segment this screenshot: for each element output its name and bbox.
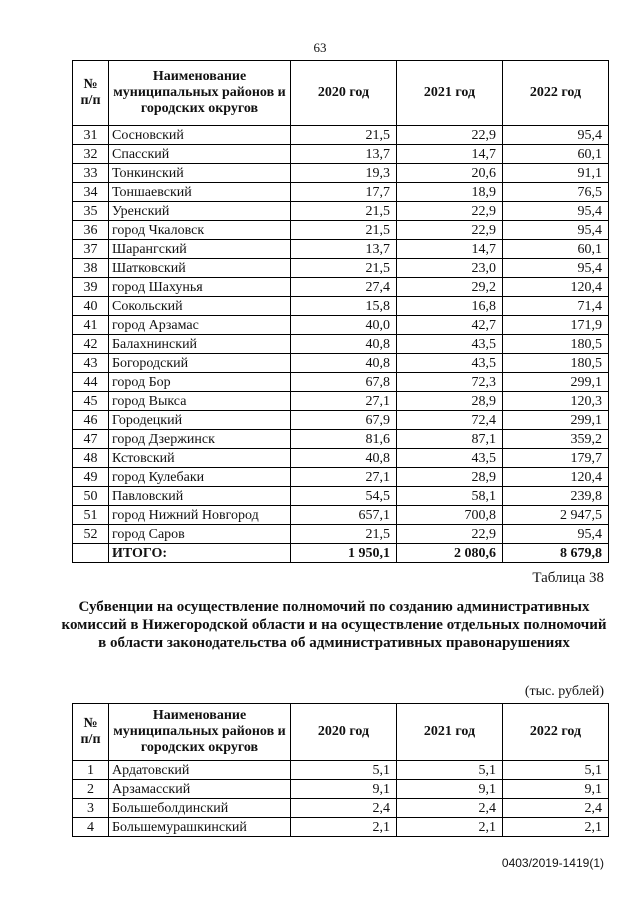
units-label: (тыс. рублей) [524,684,604,699]
value-2022: 9,1 [503,780,609,799]
value-2020: 17,7 [291,183,397,202]
value-2022: 95,4 [503,221,609,240]
municipality-name: Спасский [109,145,291,164]
row-number: 2 [73,780,109,799]
value-2020: 27,4 [291,278,397,297]
municipality-name: Тоншаевский [109,183,291,202]
value-2022: 95,4 [503,202,609,221]
municipality-name: Городецкий [109,411,291,430]
total-2020: 1 950,1 [291,544,397,563]
table-row [73,818,609,837]
value-2020: 2,4 [291,799,397,818]
municipality-name: город Дзержинск [109,430,291,449]
row-number: 48 [73,449,109,468]
value-2020: 40,8 [291,354,397,373]
table-38-label: Таблица 38 [532,570,604,586]
value-2021: 14,7 [397,240,503,259]
value-2021: 22,9 [397,221,503,240]
table-row [73,449,609,468]
table-38-title: Субвенции на осуществление полномочий по созданию административных комиссий в Нижегородской области и на осуществление отдельных полномочий в области законодательства об административных правонарушениях [61,599,607,651]
header-year-2020: 2020 год [291,704,397,761]
row-number: 46 [73,411,109,430]
row-number: 3 [73,799,109,818]
total-label: ИТОГО: [109,544,291,563]
value-2021: 22,9 [397,525,503,544]
municipality-name: Кстовский [109,449,291,468]
municipality-name: Богородский [109,354,291,373]
value-2021: 14,7 [397,145,503,164]
table-row [73,221,609,240]
value-2021: 28,9 [397,392,503,411]
value-2021: 72,4 [397,411,503,430]
header-row-number: № п/п [73,61,109,126]
value-2021: 22,9 [397,126,503,145]
table-row [73,183,609,202]
value-2021: 5,1 [397,761,503,780]
row-number: 51 [73,506,109,525]
table-row [73,525,609,544]
municipality-name: город Арзамас [109,316,291,335]
value-2022: 120,4 [503,468,609,487]
municipality-name: город Бор [109,373,291,392]
table-row [73,468,609,487]
value-2020: 27,1 [291,392,397,411]
value-2022: 95,4 [503,525,609,544]
header-row-number: № п/п [73,704,109,761]
value-2020: 9,1 [291,780,397,799]
table-row [73,297,609,316]
header-year-2021: 2021 год [397,61,503,126]
value-2020: 21,5 [291,202,397,221]
value-2020: 21,5 [291,221,397,240]
value-2020: 27,1 [291,468,397,487]
value-2020: 54,5 [291,487,397,506]
table-row [73,411,609,430]
row-number: 40 [73,297,109,316]
value-2021: 22,9 [397,202,503,221]
table-header-row [73,704,609,761]
value-2021: 700,8 [397,506,503,525]
municipality-name: город Саров [109,525,291,544]
table-row [73,335,609,354]
value-2022: 91,1 [503,164,609,183]
table-header-row [73,61,609,126]
value-2022: 60,1 [503,145,609,164]
municipality-name: Сокольский [109,297,291,316]
value-2021: 43,5 [397,449,503,468]
value-2022: 359,2 [503,430,609,449]
row-number: 43 [73,354,109,373]
value-2020: 40,8 [291,449,397,468]
table-row [73,316,609,335]
municipality-name: Уренский [109,202,291,221]
value-2021: 20,6 [397,164,503,183]
value-2022: 76,5 [503,183,609,202]
total-empty-cell [73,544,109,563]
header-municipality-name: Наименование муниципальных районов и городских округов [109,61,291,126]
page-number: 63 [313,40,327,55]
value-2021: 2,1 [397,818,503,837]
value-2021: 43,5 [397,354,503,373]
municipality-name: Балахнинский [109,335,291,354]
municipality-name: город Шахунья [109,278,291,297]
table-row [73,126,609,145]
row-number: 50 [73,487,109,506]
table-row [73,202,609,221]
row-number: 1 [73,761,109,780]
value-2022: 239,8 [503,487,609,506]
value-2020: 40,0 [291,316,397,335]
municipality-name: Большемурашкинский [109,818,291,837]
header-municipality-name: Наименование муниципальных районов и городских округов [109,704,291,761]
total-row [73,544,609,563]
value-2021: 87,1 [397,430,503,449]
table-row [73,392,609,411]
municipality-name: Павловский [109,487,291,506]
row-number: 37 [73,240,109,259]
value-2020: 67,8 [291,373,397,392]
row-number: 47 [73,430,109,449]
value-2022: 171,9 [503,316,609,335]
municipality-name: город Выкса [109,392,291,411]
value-2021: 2,4 [397,799,503,818]
header-year-2022: 2022 год [503,61,609,126]
value-2021: 58,1 [397,487,503,506]
value-2021: 42,7 [397,316,503,335]
row-number: 52 [73,525,109,544]
value-2020: 40,8 [291,335,397,354]
municipality-name: город Кулебаки [109,468,291,487]
value-2020: 21,5 [291,126,397,145]
value-2020: 13,7 [291,145,397,164]
value-2022: 60,1 [503,240,609,259]
value-2022: 2,1 [503,818,609,837]
value-2020: 657,1 [291,506,397,525]
table-row [73,761,609,780]
row-number: 33 [73,164,109,183]
value-2021: 18,9 [397,183,503,202]
municipality-name: Тонкинский [109,164,291,183]
subvention-table-38 [72,703,609,837]
value-2022: 71,4 [503,297,609,316]
table-row [73,780,609,799]
total-2021: 2 080,6 [397,544,503,563]
value-2021: 43,5 [397,335,503,354]
value-2020: 19,3 [291,164,397,183]
table-row [73,145,609,164]
value-2022: 299,1 [503,373,609,392]
table-row [73,430,609,449]
value-2022: 120,4 [503,278,609,297]
subvention-table-37-continued [72,60,609,563]
municipality-name: Сосновский [109,126,291,145]
value-2020: 2,1 [291,818,397,837]
value-2022: 95,4 [503,126,609,145]
row-number: 41 [73,316,109,335]
municipality-name: город Чкаловск [109,221,291,240]
value-2021: 23,0 [397,259,503,278]
value-2020: 15,8 [291,297,397,316]
value-2022: 95,4 [503,259,609,278]
row-number: 35 [73,202,109,221]
header-year-2020: 2020 год [291,61,397,126]
municipality-name: Шатковский [109,259,291,278]
municipality-name: Арзамасский [109,780,291,799]
value-2021: 72,3 [397,373,503,392]
value-2020: 13,7 [291,240,397,259]
row-number: 44 [73,373,109,392]
value-2021: 29,2 [397,278,503,297]
value-2022: 180,5 [503,335,609,354]
value-2021: 28,9 [397,468,503,487]
total-2022: 8 679,8 [503,544,609,563]
value-2021: 9,1 [397,780,503,799]
header-year-2022: 2022 год [503,704,609,761]
value-2020: 5,1 [291,761,397,780]
value-2021: 16,8 [397,297,503,316]
table-row [73,373,609,392]
value-2020: 81,6 [291,430,397,449]
value-2022: 2,4 [503,799,609,818]
value-2022: 120,3 [503,392,609,411]
value-2020: 21,5 [291,525,397,544]
row-number: 45 [73,392,109,411]
value-2020: 21,5 [291,259,397,278]
table-row [73,799,609,818]
value-2022: 2 947,5 [503,506,609,525]
municipality-name: город Нижний Новгород [109,506,291,525]
row-number: 42 [73,335,109,354]
row-number: 4 [73,818,109,837]
row-number: 36 [73,221,109,240]
row-number: 39 [73,278,109,297]
municipality-name: Шарангский [109,240,291,259]
table-row [73,240,609,259]
table-row [73,487,609,506]
value-2022: 5,1 [503,761,609,780]
table-row [73,278,609,297]
document-code: 0403/2019-1419(1) [501,856,604,870]
municipality-name: Большеболдинский [109,799,291,818]
table-row [73,164,609,183]
municipality-name: Ардатовский [109,761,291,780]
value-2020: 67,9 [291,411,397,430]
row-number: 49 [73,468,109,487]
value-2022: 299,1 [503,411,609,430]
table-row [73,259,609,278]
row-number: 31 [73,126,109,145]
row-number: 32 [73,145,109,164]
header-year-2021: 2021 год [397,704,503,761]
row-number: 38 [73,259,109,278]
value-2022: 180,5 [503,354,609,373]
value-2022: 179,7 [503,449,609,468]
row-number: 34 [73,183,109,202]
table-row [73,354,609,373]
table-row [73,506,609,525]
